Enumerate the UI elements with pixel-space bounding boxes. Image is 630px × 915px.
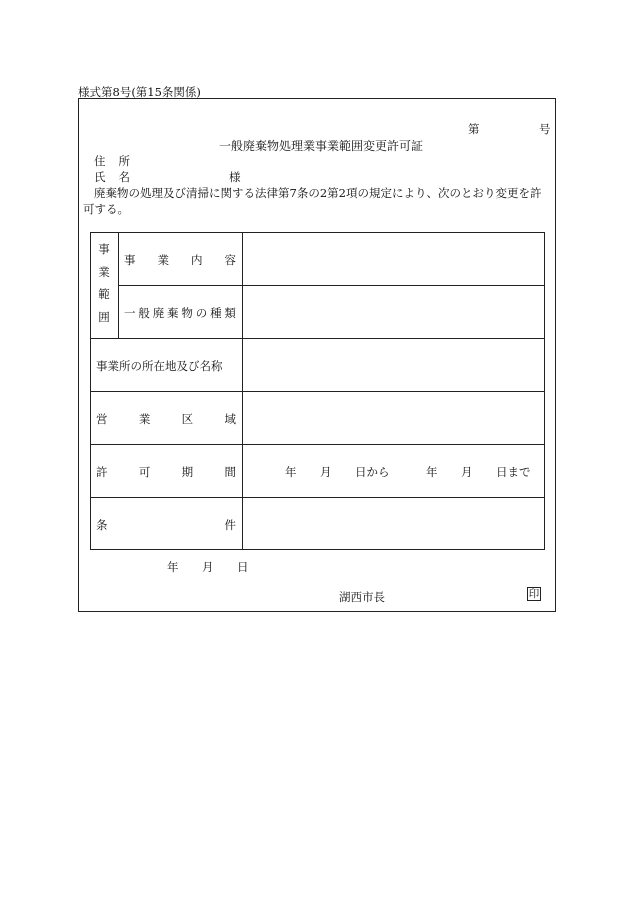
business-content-char: 事 <box>124 253 136 267</box>
seal-mark: 印 <box>528 588 540 600</box>
permit-period-char: 許 <box>96 465 108 479</box>
period-to-day: 日まで <box>496 465 531 479</box>
conditions-char: 条 <box>96 518 108 532</box>
business-content-char: 業 <box>157 253 169 267</box>
table-rule <box>242 232 243 550</box>
waste-type-char: 棄 <box>167 306 179 320</box>
issuer-name: 湖西市長 <box>339 590 385 604</box>
business-content-label <box>124 252 236 268</box>
table-rule <box>118 285 545 286</box>
business-content-char: 内 <box>191 253 203 267</box>
table-rule <box>90 497 545 498</box>
waste-type-char: 物 <box>181 306 193 320</box>
waste-type-char: 種 <box>210 306 222 320</box>
name-label <box>94 169 130 185</box>
waste-type-char: 般 <box>138 306 150 320</box>
waste-type-label <box>124 305 236 321</box>
business-scope-char: 範 <box>98 287 110 302</box>
waste-type-char: 類 <box>224 306 236 320</box>
number-suffix: 号 <box>539 122 551 136</box>
form-number-label: 様式第8号(第15条関係) <box>78 85 201 99</box>
waste-type-char: 廃 <box>152 306 165 320</box>
issue-day: 日 <box>237 560 249 574</box>
business-area-char: 区 <box>181 412 194 426</box>
body-text-line-2: 可する。 <box>83 202 129 216</box>
business-area-char: 域 <box>224 412 236 426</box>
period-from-year: 年 <box>285 465 297 479</box>
business-scope-header <box>97 241 111 325</box>
conditions-char: 件 <box>224 518 236 532</box>
issue-month: 月 <box>202 560 214 574</box>
address-label-char: 住 <box>94 154 106 168</box>
permit-period-label <box>96 464 236 480</box>
waste-type-char: 一 <box>124 306 136 320</box>
table-rule <box>90 338 545 339</box>
business-content-char: 容 <box>224 253 236 267</box>
permit-period-char: 間 <box>224 465 236 479</box>
name-label-char: 名 <box>118 170 130 184</box>
address-label-char: 所 <box>118 154 130 168</box>
address-label <box>94 153 130 169</box>
period-to-year: 年 <box>426 465 438 479</box>
waste-type-char: の <box>195 306 208 320</box>
period-to-month: 月 <box>461 465 473 479</box>
table-rule <box>118 232 119 338</box>
business-scope-char: 事 <box>98 242 110 256</box>
certificate-title: 一般廃棄物処理業事業範囲変更許可証 <box>219 139 424 153</box>
period-from-month: 月 <box>320 465 332 479</box>
period-from-day: 日から <box>355 465 390 479</box>
business-scope-char: 業 <box>98 264 110 279</box>
conditions-label <box>96 517 236 533</box>
table-rule <box>90 444 545 445</box>
issue-year: 年 <box>167 560 179 574</box>
honorific: 様 <box>229 170 241 184</box>
number-prefix: 第 <box>468 122 480 136</box>
name-label-char: 氏 <box>94 170 106 184</box>
business-area-label <box>96 411 236 427</box>
table-rule <box>90 391 545 392</box>
body-text-line-1: 廃棄物の処理及び清掃に関する法律第7条の2第2項の規定により、次のとおり変更を許 <box>94 186 542 200</box>
business-scope-char: 囲 <box>98 309 110 324</box>
office-location-label: 事業所の所在地及び名称 <box>96 359 223 373</box>
business-area-char: 業 <box>138 412 151 426</box>
business-area-char: 営 <box>96 412 108 426</box>
permit-period-char: 期 <box>181 465 194 479</box>
permit-period-char: 可 <box>138 465 151 479</box>
